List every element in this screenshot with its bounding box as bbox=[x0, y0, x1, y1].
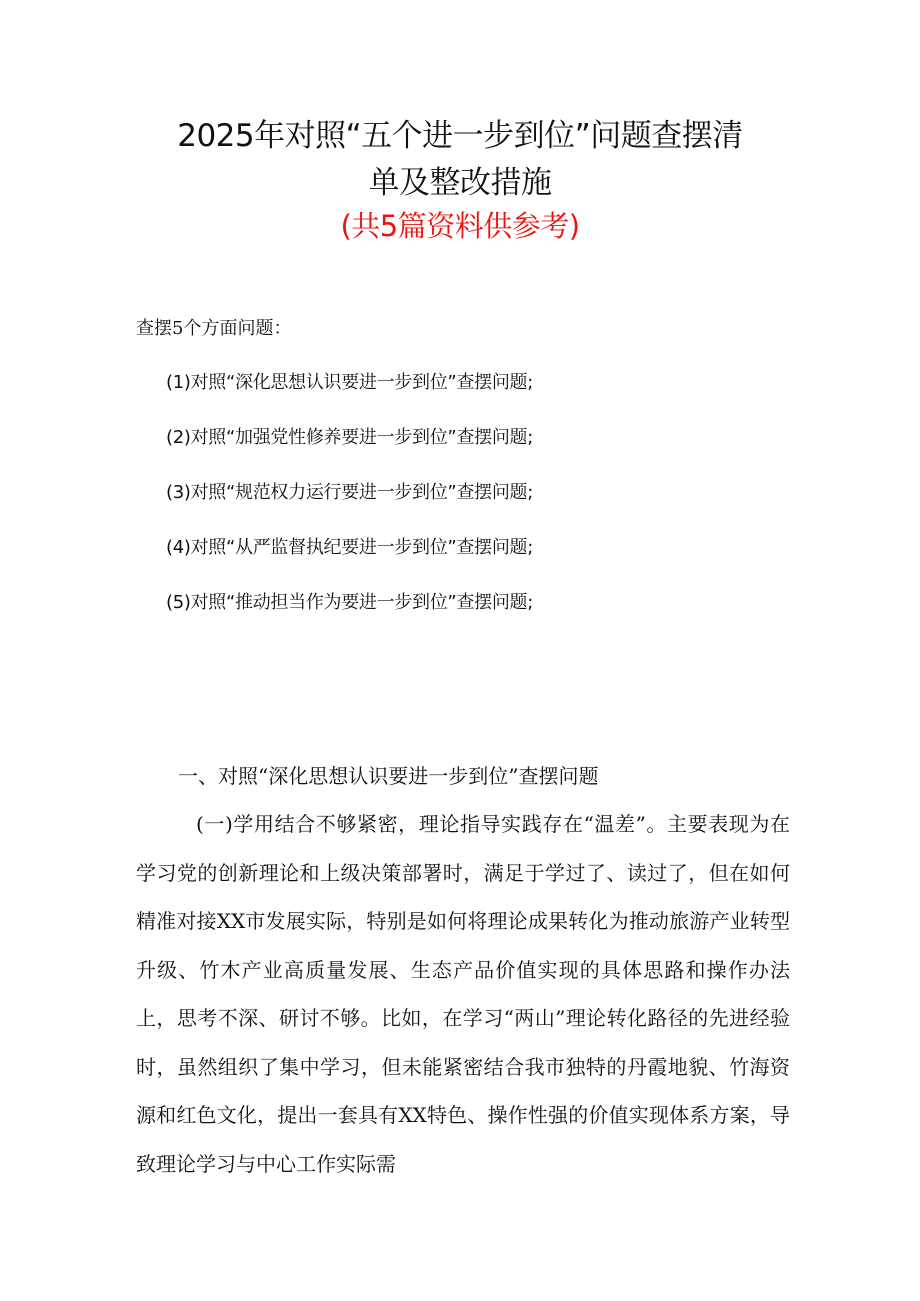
body-paragraph: (一)学用结合不够紧密，理论指导实践存在“温差”。主要表现为在学习党的创新理论和上级决策部署时，满足于学过了、读过了，但在如何精准对接XX市发展实际，特别是如何将理论成果转化为推动旅游产业转型升级、竹木产业高质量发展、生态产品价值实现的具体思路和操作办法上，思考不深、研讨不够。比如，在学习“两山”理论转化路径的先进经验时，虽然组织了集中学习，但未能紧密结合我市独特的丹霞地貌、竹海资源和红色文化，提出一套具有XX特色、操作性强的价值实现体系方案，导致理论学习与中心工作实际需 bbox=[136, 812, 790, 1176]
document-subtitle: (共5篇资料供参考) bbox=[340, 209, 580, 243]
list-item: (5)对照“推动担当作为要进一步到位”查摆问题; bbox=[166, 592, 534, 613]
list-item: (3)对照“规范权力运行要进一步到位”查摆问题; bbox=[166, 482, 534, 503]
section-heading: 一、对照“深化思想认识要进一步到位”查摆问题 bbox=[178, 764, 599, 788]
list-item: (2)对照“加强党性修养要进一步到位”查摆问题; bbox=[166, 427, 534, 448]
intro-text: 查摆5个方面问题： bbox=[136, 318, 292, 339]
document-title-line-1: 2025年对照“五个进一步到位”问题查摆清 bbox=[177, 118, 743, 154]
problem-list bbox=[166, 370, 533, 645]
list-item: (1)对照“深化思想认识要进一步到位”查摆问题; bbox=[166, 372, 534, 393]
document-title-line-2: 单及整改措施 bbox=[368, 165, 552, 201]
list-item: (4)对照“从严监督执纪要进一步到位”查摆问题; bbox=[166, 537, 534, 558]
